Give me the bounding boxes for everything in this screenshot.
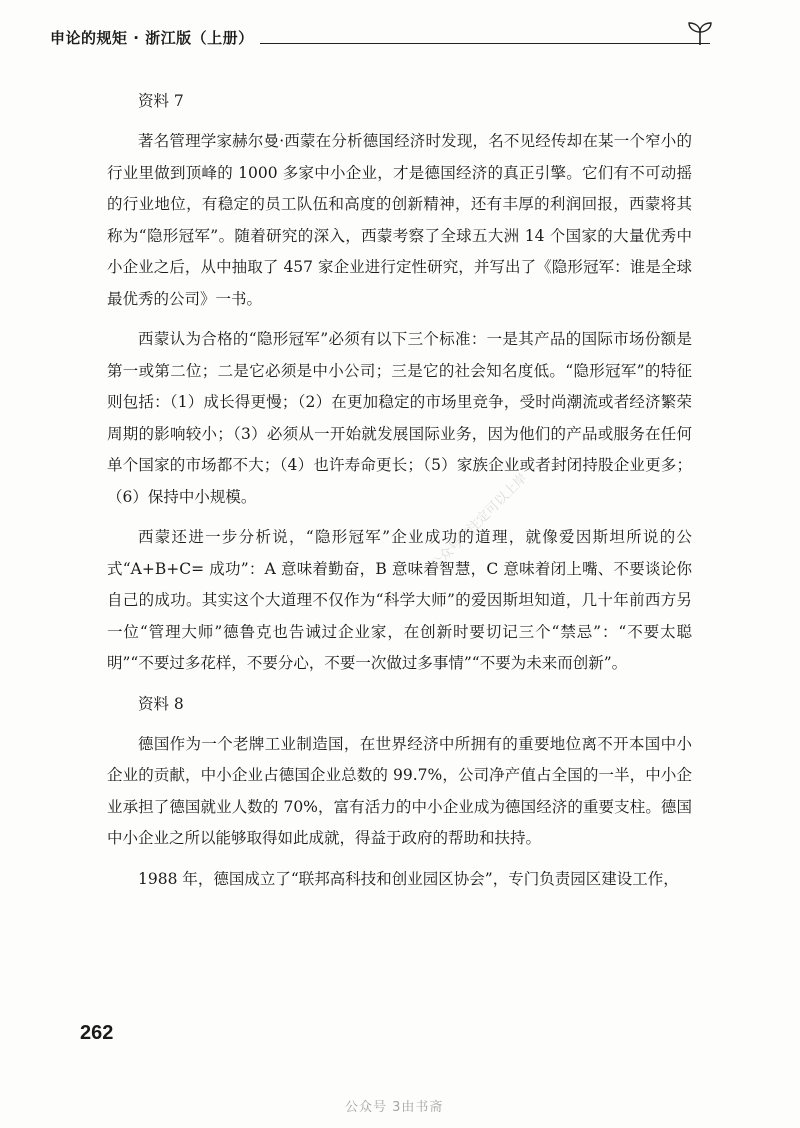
header-rule [260, 43, 710, 44]
section-label: 资料 7 [138, 92, 184, 110]
section-label: 资料 8 [138, 694, 184, 713]
paragraph: 西蒙认为合格的“隐形冠军”必须有以下三个标准：一是其产品的国际市场份额是第一或第二位；二是它必须是中小公司；三是它的社会知名度低。“隐形冠军”的特征则包括：（1）成长得更慢；（2）在更加稳定的市场里竞争，受时尚潮流或者经济繁荣周期的影响较小；（3）必须从一开始就发展国际业务，因为他们的产品或服务在任何单个国家的市场都不大；（4）也许寿命更长；（5）家族企业或者封闭持股企业更多；（6）保持中小规模。 [107, 330, 692, 506]
body-text [107, 86, 692, 904]
running-header [50, 28, 710, 50]
paragraph: 德国作为一个老牌工业制造国，在世界经济中所拥有的重要地位离不开本国中小企业的贡献，中小企业占德国企业总数的 99.7%，公司净产值占全国的一半，中小企业承担了德国就业人数的 70%，富有活力的中小企业成为德国经济的重要支柱。德国中小企业之所以能够取得如此成就，得益于政府的帮助和扶持。 [107, 734, 692, 847]
paragraph: 西蒙还进一步分析说，“隐形冠军”企业成功的道理，就像爱因斯坦所说的公式“A+B+C= 成功”：A 意味着勤奋，B 意味着智慧，C 意味着闭上嘴、不要谈论你自己的成功。其实这个大道理不仅作为“科学大师”的爱因斯坦知道，几十年前西方另一位“管理大师”德鲁克也告诫过企业家，在创新时要切记三个“禁忌”：“不要太聪明”“不要过多花样，不要分心，不要一次做过多事情”“不要为未来而创新”。 [107, 528, 692, 672]
watermark: 公众号你注定可以上岸 [427, 470, 531, 574]
section-material-7 [107, 86, 692, 680]
section-material-8 [107, 689, 692, 896]
footer-watermark: 公众号 3由书斋 [345, 1100, 444, 1115]
page-number: 262 [80, 1022, 114, 1044]
sprout-icon [686, 20, 714, 46]
paragraph: 1988 年，德国成立了“联邦高科技和创业园区协会”，专门负责园区建设工作， [138, 869, 679, 888]
book-title: 申论的规矩 · 浙江版（上册） [50, 29, 254, 47]
paragraph: 著名管理学家赫尔曼·西蒙在分析德国经济时发现，名不见经传却在某一个窄小的行业里做到顶峰的 1000 多家中小企业，才是德国经济的真正引擎。它们有不可动摇的行业地位，有稳定的员工队伍和高度的创新精神，还有丰厚的利润回报，西蒙将其称为“隐形冠军”。随着研究的深入，西蒙考察了全球五大洲 14 个国家的大量优秀中小企业之后，从中抽取了 457 家企业进行定性研究，并写出了《隐形冠军：谁是全球最优秀的公司》一书。 [107, 132, 692, 308]
